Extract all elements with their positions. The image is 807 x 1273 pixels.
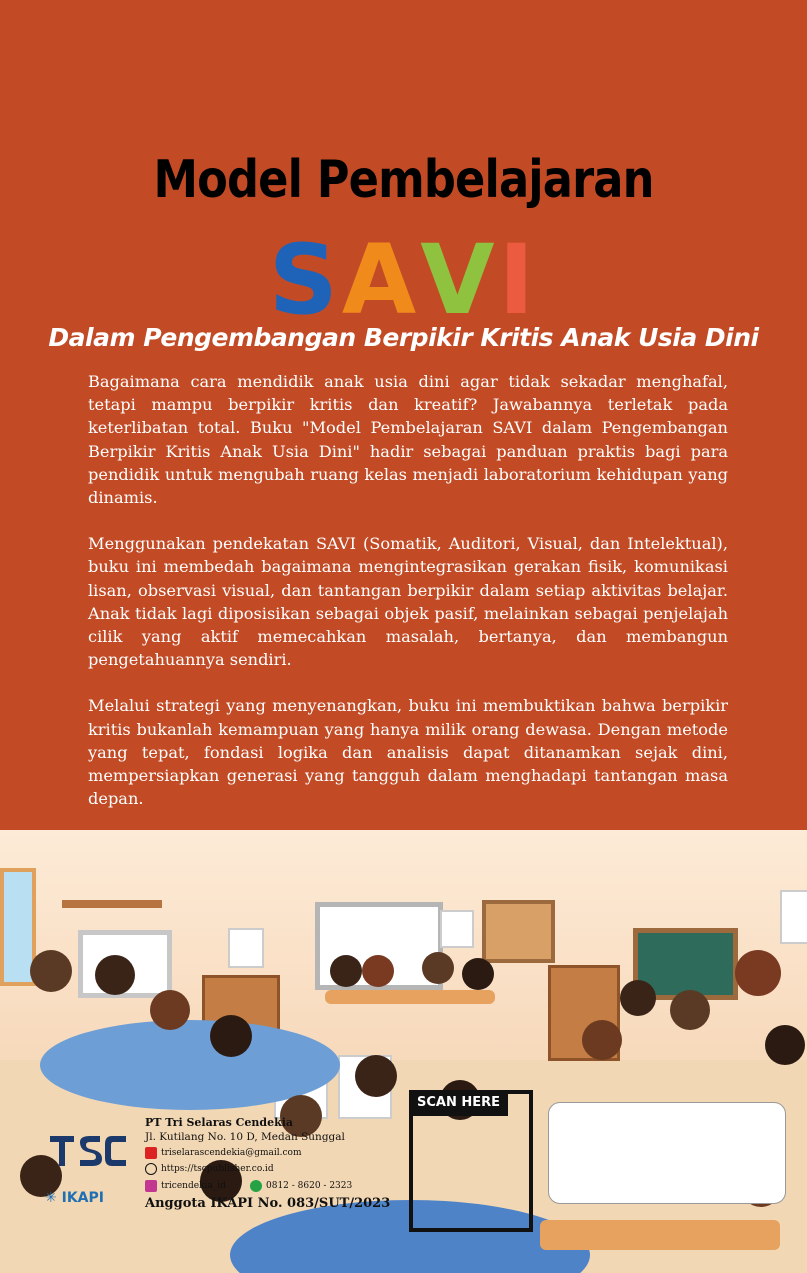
child xyxy=(462,958,494,990)
savi-letter-s: S xyxy=(268,224,342,336)
child xyxy=(150,990,190,1030)
book-title: Model Pembelajaran xyxy=(153,150,654,210)
publisher-address: Jl. Kutilang No. 10 D, Medan Sunggal xyxy=(145,1131,345,1143)
savi-letter-i: I xyxy=(498,224,539,336)
blurb-paragraph-3: Melalui strategi yang menyenangkan, buku ini membuktikan bahwa berpikir kritis bukanlah kemampuan yang hanya milik orang dewasa. Dengan metode yang tepat, fondasi logika dan analisis dapat ditanamkan sejak dini, mempersiapkan generasi yang tangguh dalam menghadapi tantangan masa depan. xyxy=(88,696,728,809)
publisher-instagram-text: tricendekia_id xyxy=(161,1181,226,1191)
tsc-publisher-logo xyxy=(50,1132,128,1172)
child xyxy=(355,1055,397,1097)
child xyxy=(422,952,454,984)
publisher-whatsapp xyxy=(250,1180,352,1192)
publisher-website-text: https://tscpublisher.co.id xyxy=(161,1164,274,1174)
blurb-paragraph-2: Menggunakan pendekatan SAVI (Somatik, Auditori, Visual, dan Intelektual), buku ini membedah bagaimana mengintegrasikan gerakan fisik, komunikasi lisan, observasi visual, dan tantangan berpikir dalam setiap aktivitas belajar. Anak tidak lagi diposisikan sebagai objek pasif, melainkan sebagai penjelajah cilik yang aktif memecahkan masalah, bertanya, dan membangun pengetahuannya sendiri. xyxy=(88,534,728,670)
ikapi-star-icon: ✳ xyxy=(45,1190,57,1206)
wall-poster xyxy=(780,890,807,944)
corkboard xyxy=(482,900,555,963)
child xyxy=(362,955,394,987)
barcode-placeholder xyxy=(548,1102,786,1204)
classroom-table xyxy=(325,990,495,1004)
child xyxy=(330,955,362,987)
blurb-paragraph-1: Bagaimana cara mendidik anak usia dini agar tidak sekadar menghafal, tetapi mampu berpikir kritis dan kreatif? Jawabannya terletak pada keterlibatan total. Buku "Model Pembelajaran SAVI dalam Pengembangan Berpikir Kritis Anak Usia Dini" hadir sebagai panduan praktis bagi para pendidik untuk mengubah ruang kelas menjadi laboratorium kehidupan yang dinamis. xyxy=(88,372,728,508)
ikapi-membership: Anggota IKAPI No. 083/SUT/2023 xyxy=(145,1196,391,1211)
child xyxy=(765,1025,805,1065)
whatsapp-icon xyxy=(250,1180,262,1192)
savi-letter-v: V xyxy=(420,224,499,336)
publisher-instagram xyxy=(145,1180,226,1192)
wall-shelf xyxy=(62,900,162,908)
globe-icon xyxy=(145,1163,157,1175)
email-icon xyxy=(145,1147,157,1159)
child xyxy=(95,955,135,995)
ikapi-logo xyxy=(45,1190,104,1206)
blurb xyxy=(88,370,728,833)
classroom-illustration xyxy=(0,830,807,1273)
drawing-table xyxy=(540,1220,780,1250)
instagram-icon xyxy=(145,1180,157,1192)
child xyxy=(210,1015,252,1057)
child xyxy=(582,1020,622,1060)
child xyxy=(30,950,72,992)
publisher-email-text: triselarascendekia@gmail.com xyxy=(161,1148,302,1158)
scan-here-label: SCAN HERE xyxy=(409,1090,508,1116)
publisher-website xyxy=(145,1163,274,1175)
child xyxy=(620,980,656,1016)
publisher-name: PT Tri Selaras Cendekia xyxy=(145,1116,294,1129)
book-subtitle: Dalam Pengembangan Berpikir Kritis Anak Usia Dini xyxy=(48,323,759,352)
savi-letter-a: A xyxy=(341,224,421,336)
savi-heading xyxy=(0,224,807,336)
publisher-whatsapp-text: 0812 - 8620 - 2323 xyxy=(266,1181,353,1191)
publisher-email xyxy=(145,1147,302,1159)
child xyxy=(670,990,710,1030)
ikapi-logo-text: IKAPI xyxy=(61,1190,104,1206)
teacher xyxy=(735,950,781,996)
wall-poster xyxy=(228,928,264,968)
wall-poster xyxy=(440,910,474,948)
